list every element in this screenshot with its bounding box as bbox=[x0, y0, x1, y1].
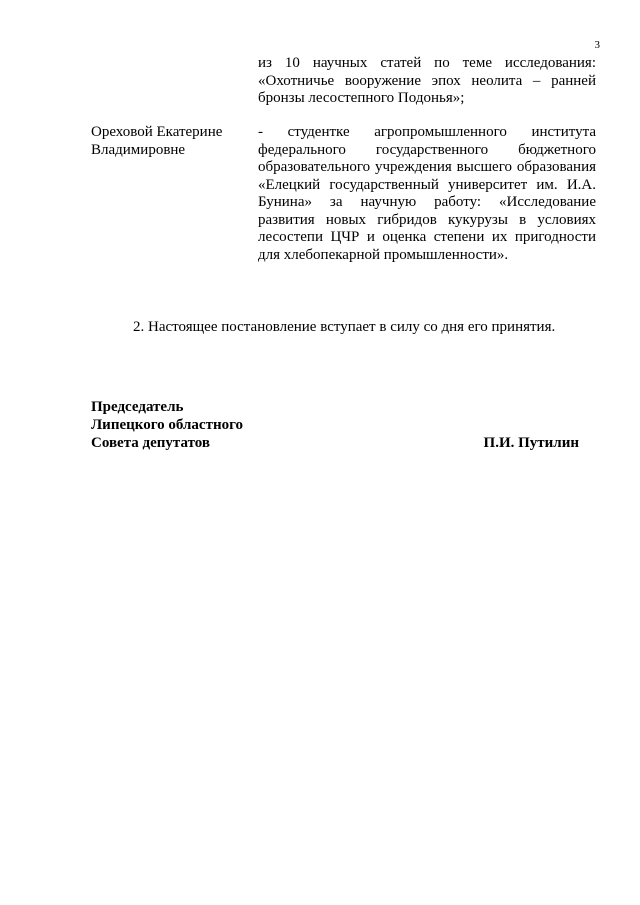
clause-2: 2. Настоящее постановление вступает в силу со дня его принятия. bbox=[133, 319, 556, 335]
continuation-line: из 10 научных статей по теме исследования: bbox=[258, 55, 596, 71]
continuation-line: «Охотничье вооружение эпох неолита – ранней bbox=[258, 72, 596, 89]
description-line: федерального государственного бюджетного bbox=[258, 141, 596, 158]
recipient-name-line: Ореховой Екатерине bbox=[91, 124, 223, 140]
continuation-line: бронзы лесостепного Подонья»; bbox=[258, 90, 465, 106]
recipient-description bbox=[258, 124, 596, 264]
page-number: 3 bbox=[594, 39, 600, 51]
continuation-paragraph bbox=[258, 55, 596, 108]
recipient-name bbox=[91, 124, 251, 159]
signature-title-line: Совета депутатов bbox=[91, 435, 210, 451]
description-line: Бунина» за научную работу: «Исследование bbox=[258, 194, 596, 210]
recipient-name-line: Владимировне bbox=[91, 141, 186, 158]
signature-title-line: Председатель bbox=[91, 399, 184, 415]
description-line: - студентке агропромышленного института bbox=[258, 124, 596, 140]
signer-name: П.И. Путилин bbox=[483, 435, 579, 451]
description-line: для хлебопекарной промышленности». bbox=[258, 246, 509, 263]
description-line: развития новых гибридов кукурузы в условиях bbox=[258, 211, 596, 228]
description-line: образовательного учреждения высшего образования bbox=[258, 159, 596, 175]
signature-block bbox=[91, 398, 579, 452]
signature-title-line: Липецкого областного bbox=[91, 417, 244, 433]
description-line: «Елецкий государственный университет им. И.А. bbox=[258, 176, 596, 193]
description-line: лесостепи ЦЧР и оценка степени их пригодности bbox=[258, 229, 596, 245]
